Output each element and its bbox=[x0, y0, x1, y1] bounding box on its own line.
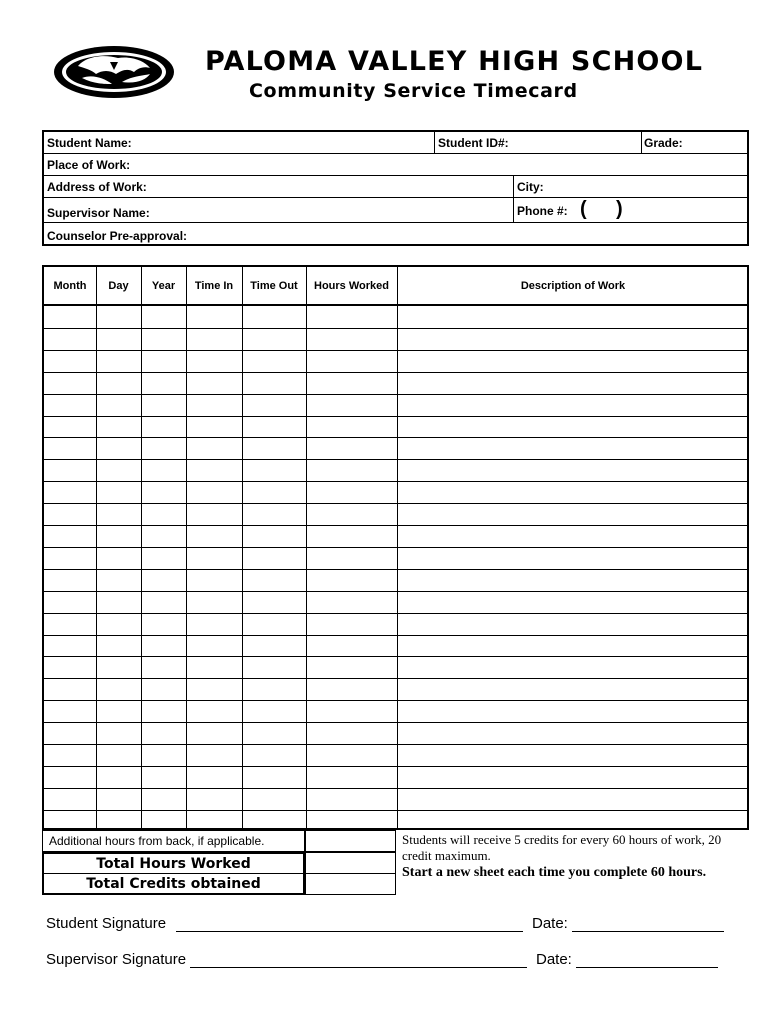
cell-month[interactable] bbox=[44, 482, 96, 503]
cell-day[interactable] bbox=[96, 351, 141, 372]
cell-year[interactable] bbox=[141, 526, 186, 547]
cell-year[interactable] bbox=[141, 592, 186, 613]
info-row-address bbox=[44, 176, 747, 198]
cell-hours-worked[interactable] bbox=[306, 438, 397, 459]
cell-day[interactable] bbox=[96, 395, 141, 416]
table-row bbox=[44, 635, 747, 657]
table-row bbox=[44, 328, 747, 350]
cell-month[interactable] bbox=[44, 438, 96, 459]
cell-time-in[interactable] bbox=[186, 395, 242, 416]
cell-time-out[interactable] bbox=[242, 570, 306, 591]
cell-month[interactable] bbox=[44, 417, 96, 438]
cell-year[interactable] bbox=[141, 351, 186, 372]
cell-description[interactable] bbox=[397, 592, 749, 613]
cell-time-out[interactable] bbox=[242, 482, 306, 503]
additional-hours-row bbox=[42, 830, 305, 852]
cell-month[interactable] bbox=[44, 811, 96, 832]
cell-description[interactable] bbox=[397, 306, 749, 328]
work-log-table bbox=[42, 265, 749, 830]
cell-year[interactable] bbox=[141, 482, 186, 503]
cell-time-in[interactable] bbox=[186, 482, 242, 503]
cell-month[interactable] bbox=[44, 679, 96, 700]
cell-description[interactable] bbox=[397, 548, 749, 569]
cell-time-out[interactable] bbox=[242, 329, 306, 350]
cell-time-out[interactable] bbox=[242, 438, 306, 459]
table-row bbox=[44, 547, 747, 569]
phone-close-paren: ) bbox=[616, 198, 623, 220]
cell-time-out[interactable] bbox=[242, 592, 306, 613]
grade-label: Grade: bbox=[644, 136, 683, 150]
cell-day[interactable] bbox=[96, 723, 141, 744]
supervisor-date-field[interactable] bbox=[576, 967, 718, 968]
cell-time-in[interactable] bbox=[186, 351, 242, 372]
cell-hours-worked[interactable] bbox=[306, 373, 397, 394]
table-row bbox=[44, 722, 747, 744]
cell-day[interactable] bbox=[96, 460, 141, 481]
city-label: City: bbox=[517, 180, 544, 194]
cell-hours-worked[interactable] bbox=[306, 636, 397, 657]
cell-hours-worked[interactable] bbox=[306, 592, 397, 613]
cell-month[interactable] bbox=[44, 723, 96, 744]
cell-description[interactable] bbox=[397, 614, 749, 635]
cell-year[interactable] bbox=[141, 373, 186, 394]
table-row bbox=[44, 788, 747, 810]
cell-hours-worked[interactable] bbox=[306, 460, 397, 481]
cell-description[interactable] bbox=[397, 351, 749, 372]
table-header bbox=[44, 267, 747, 306]
cell-description[interactable] bbox=[397, 636, 749, 657]
cell-time-in[interactable] bbox=[186, 417, 242, 438]
student-signature-label: Student Signature bbox=[46, 915, 167, 932]
cell-time-out[interactable] bbox=[242, 548, 306, 569]
cell-time-in[interactable] bbox=[186, 548, 242, 569]
cell-description[interactable] bbox=[397, 767, 749, 788]
info-row-student bbox=[44, 132, 747, 154]
cell-month[interactable] bbox=[44, 745, 96, 766]
cell-month[interactable] bbox=[44, 504, 96, 525]
cell-time-out[interactable] bbox=[242, 373, 306, 394]
cell-time-out[interactable] bbox=[242, 395, 306, 416]
cell-time-in[interactable] bbox=[186, 723, 242, 744]
cell-month[interactable] bbox=[44, 614, 96, 635]
info-row-supervisor bbox=[44, 198, 747, 223]
cell-time-in[interactable] bbox=[186, 811, 242, 832]
cell-month[interactable] bbox=[44, 395, 96, 416]
cell-day[interactable] bbox=[96, 417, 141, 438]
cell-year[interactable] bbox=[141, 438, 186, 459]
col-time-out: Time Out bbox=[250, 280, 298, 292]
student-id-label: Student ID#: bbox=[438, 136, 509, 150]
cell-hours-worked[interactable] bbox=[306, 657, 397, 678]
additional-hours-field[interactable] bbox=[305, 830, 396, 852]
cell-day[interactable] bbox=[96, 701, 141, 722]
col-time-in: Time In bbox=[194, 280, 234, 292]
cell-year[interactable] bbox=[141, 701, 186, 722]
table-row bbox=[44, 503, 747, 525]
table-row bbox=[44, 810, 747, 832]
cell-month[interactable] bbox=[44, 592, 96, 613]
cell-time-in[interactable] bbox=[186, 504, 242, 525]
cell-year[interactable] bbox=[141, 614, 186, 635]
cell-month[interactable] bbox=[44, 657, 96, 678]
cell-time-out[interactable] bbox=[242, 701, 306, 722]
cell-time-out[interactable] bbox=[242, 460, 306, 481]
supervisor-signature-field[interactable] bbox=[190, 967, 527, 968]
supervisor-date-label: Date: bbox=[536, 951, 572, 968]
counselor-label: Counselor Pre-approval: bbox=[47, 229, 188, 243]
cell-time-out[interactable] bbox=[242, 723, 306, 744]
cell-year[interactable] bbox=[141, 745, 186, 766]
cell-time-in[interactable] bbox=[186, 745, 242, 766]
new-sheet-note: Start a new sheet each time you complete 60 hours. bbox=[402, 865, 707, 880]
cell-time-in[interactable] bbox=[186, 767, 242, 788]
student-date-label: Date: bbox=[532, 915, 568, 932]
cell-month[interactable] bbox=[44, 526, 96, 547]
cell-hours-worked[interactable] bbox=[306, 811, 397, 832]
cell-day[interactable] bbox=[96, 679, 141, 700]
total-hours-label: Total Hours Worked bbox=[44, 854, 303, 874]
cell-month[interactable] bbox=[44, 329, 96, 350]
cell-description[interactable] bbox=[397, 329, 749, 350]
cell-time-out[interactable] bbox=[242, 789, 306, 810]
cell-description[interactable] bbox=[397, 526, 749, 547]
cell-time-out[interactable] bbox=[242, 811, 306, 832]
col-day: Day bbox=[108, 280, 129, 292]
student-signature-field[interactable] bbox=[176, 931, 523, 932]
cell-day[interactable] bbox=[96, 504, 141, 525]
cell-month[interactable] bbox=[44, 373, 96, 394]
cell-month[interactable] bbox=[44, 701, 96, 722]
table-row bbox=[44, 437, 747, 459]
cell-description[interactable] bbox=[397, 745, 749, 766]
cell-month[interactable] bbox=[44, 351, 96, 372]
cell-time-out[interactable] bbox=[242, 657, 306, 678]
cell-time-in[interactable] bbox=[186, 306, 242, 328]
totals-box bbox=[42, 852, 305, 895]
cell-year[interactable] bbox=[141, 679, 186, 700]
cell-time-in[interactable] bbox=[186, 460, 242, 481]
cell-description[interactable] bbox=[397, 373, 749, 394]
cell-time-out[interactable] bbox=[242, 526, 306, 547]
table-row bbox=[44, 591, 747, 613]
cell-hours-worked[interactable] bbox=[306, 306, 397, 328]
info-row-place bbox=[44, 154, 747, 176]
cell-hours-worked[interactable] bbox=[306, 351, 397, 372]
cell-time-out[interactable] bbox=[242, 679, 306, 700]
table-row bbox=[44, 766, 747, 788]
cell-time-in[interactable] bbox=[186, 636, 242, 657]
table-row bbox=[44, 744, 747, 766]
cell-description[interactable] bbox=[397, 789, 749, 810]
cell-year[interactable] bbox=[141, 657, 186, 678]
cell-month[interactable] bbox=[44, 306, 96, 328]
cell-hours-worked[interactable] bbox=[306, 504, 397, 525]
cell-year[interactable] bbox=[141, 570, 186, 591]
cell-year[interactable] bbox=[141, 811, 186, 832]
phone-open-paren: ( bbox=[580, 198, 587, 220]
cell-day[interactable] bbox=[96, 614, 141, 635]
cell-hours-worked[interactable] bbox=[306, 482, 397, 503]
cell-day[interactable] bbox=[96, 789, 141, 810]
credit-note: Students will receive 5 credits for every 60 hours of work, 20 credit maximum. bbox=[402, 832, 722, 863]
col-year: Year bbox=[151, 280, 176, 292]
table-row bbox=[44, 569, 747, 591]
cell-hours-worked[interactable] bbox=[306, 570, 397, 591]
cell-year[interactable] bbox=[141, 548, 186, 569]
cell-day[interactable] bbox=[96, 811, 141, 832]
table-row bbox=[44, 416, 747, 438]
cell-hours-worked[interactable] bbox=[306, 767, 397, 788]
cell-time-out[interactable] bbox=[242, 745, 306, 766]
totals-value-fields[interactable] bbox=[305, 852, 396, 895]
table-row bbox=[44, 481, 747, 503]
cell-time-in[interactable] bbox=[186, 526, 242, 547]
cell-time-in[interactable] bbox=[186, 657, 242, 678]
cell-hours-worked[interactable] bbox=[306, 679, 397, 700]
cell-time-out[interactable] bbox=[242, 636, 306, 657]
cell-time-out[interactable] bbox=[242, 306, 306, 328]
cell-year[interactable] bbox=[141, 306, 186, 328]
cell-month[interactable] bbox=[44, 570, 96, 591]
cell-year[interactable] bbox=[141, 789, 186, 810]
cell-time-in[interactable] bbox=[186, 329, 242, 350]
cell-day[interactable] bbox=[96, 592, 141, 613]
table-row bbox=[44, 678, 747, 700]
table-row bbox=[44, 306, 747, 328]
cell-hours-worked[interactable] bbox=[306, 395, 397, 416]
cell-year[interactable] bbox=[141, 767, 186, 788]
cell-description[interactable] bbox=[397, 504, 749, 525]
cell-time-in[interactable] bbox=[186, 373, 242, 394]
cell-month[interactable] bbox=[44, 460, 96, 481]
cell-description[interactable] bbox=[397, 723, 749, 744]
cell-time-in[interactable] bbox=[186, 438, 242, 459]
cell-hours-worked[interactable] bbox=[306, 329, 397, 350]
col-hours-worked: Hours Worked bbox=[314, 280, 389, 292]
cell-day[interactable] bbox=[96, 570, 141, 591]
cell-month[interactable] bbox=[44, 548, 96, 569]
supervisor-signature-label: Supervisor Signature bbox=[46, 951, 187, 968]
cell-time-out[interactable] bbox=[242, 614, 306, 635]
cell-hours-worked[interactable] bbox=[306, 789, 397, 810]
cell-time-in[interactable] bbox=[186, 789, 242, 810]
cell-hours-worked[interactable] bbox=[306, 701, 397, 722]
col-description: Description of Work bbox=[520, 280, 626, 292]
cell-year[interactable] bbox=[141, 504, 186, 525]
cell-time-out[interactable] bbox=[242, 417, 306, 438]
cell-time-out[interactable] bbox=[242, 767, 306, 788]
cell-year[interactable] bbox=[141, 460, 186, 481]
table-row bbox=[44, 459, 747, 481]
cell-description[interactable] bbox=[397, 417, 749, 438]
student-name-label: Student Name: bbox=[47, 136, 132, 150]
table-row bbox=[44, 613, 747, 635]
cell-time-out[interactable] bbox=[242, 504, 306, 525]
cell-day[interactable] bbox=[96, 306, 141, 328]
cell-year[interactable] bbox=[141, 395, 186, 416]
cell-day[interactable] bbox=[96, 526, 141, 547]
address-of-work-label: Address of Work: bbox=[47, 180, 147, 194]
form-title: Community Service Timecard bbox=[249, 80, 578, 102]
cell-description[interactable] bbox=[397, 657, 749, 678]
cell-month[interactable] bbox=[44, 767, 96, 788]
cell-day[interactable] bbox=[96, 657, 141, 678]
cell-description[interactable] bbox=[397, 438, 749, 459]
cell-description[interactable] bbox=[397, 811, 749, 832]
cell-month[interactable] bbox=[44, 636, 96, 657]
cell-day[interactable] bbox=[96, 548, 141, 569]
cell-description[interactable] bbox=[397, 570, 749, 591]
cell-day[interactable] bbox=[96, 745, 141, 766]
table-row bbox=[44, 525, 747, 547]
cell-description[interactable] bbox=[397, 395, 749, 416]
school-name: PALOMA VALLEY HIGH SCHOOL bbox=[205, 46, 704, 77]
table-row bbox=[44, 372, 747, 394]
cell-year[interactable] bbox=[141, 329, 186, 350]
cell-time-in[interactable] bbox=[186, 701, 242, 722]
place-of-work-label: Place of Work: bbox=[47, 158, 131, 172]
cell-day[interactable] bbox=[96, 636, 141, 657]
phone-label: Phone #: bbox=[517, 204, 568, 218]
info-row-counselor bbox=[44, 223, 747, 246]
cell-day[interactable] bbox=[96, 438, 141, 459]
table-row bbox=[44, 350, 747, 372]
cell-year[interactable] bbox=[141, 636, 186, 657]
cell-description[interactable] bbox=[397, 701, 749, 722]
wildcat-logo-icon bbox=[52, 44, 176, 100]
cell-hours-worked[interactable] bbox=[306, 526, 397, 547]
cell-time-in[interactable] bbox=[186, 570, 242, 591]
student-info-box bbox=[42, 130, 749, 246]
cell-day[interactable] bbox=[96, 373, 141, 394]
cell-time-in[interactable] bbox=[186, 592, 242, 613]
total-credits-label: Total Credits obtained bbox=[86, 875, 261, 892]
col-month: Month bbox=[53, 280, 87, 292]
table-row bbox=[44, 656, 747, 678]
cell-day[interactable] bbox=[96, 329, 141, 350]
cell-description[interactable] bbox=[397, 482, 749, 503]
cell-hours-worked[interactable] bbox=[306, 614, 397, 635]
cell-day[interactable] bbox=[96, 767, 141, 788]
table-row bbox=[44, 394, 747, 416]
cell-day[interactable] bbox=[96, 482, 141, 503]
student-date-field[interactable] bbox=[572, 931, 724, 932]
cell-year[interactable] bbox=[141, 417, 186, 438]
cell-time-out[interactable] bbox=[242, 351, 306, 372]
cell-time-in[interactable] bbox=[186, 614, 242, 635]
cell-year[interactable] bbox=[141, 723, 186, 744]
cell-hours-worked[interactable] bbox=[306, 723, 397, 744]
cell-time-in[interactable] bbox=[186, 679, 242, 700]
additional-hours-label: Additional hours from back, if applicable. bbox=[49, 834, 265, 848]
supervisor-name-label: Supervisor Name: bbox=[47, 206, 150, 220]
cell-hours-worked[interactable] bbox=[306, 417, 397, 438]
cell-description[interactable] bbox=[397, 460, 749, 481]
cell-description[interactable] bbox=[397, 679, 749, 700]
table-row bbox=[44, 700, 747, 722]
cell-hours-worked[interactable] bbox=[306, 548, 397, 569]
cell-month[interactable] bbox=[44, 789, 96, 810]
cell-hours-worked[interactable] bbox=[306, 745, 397, 766]
